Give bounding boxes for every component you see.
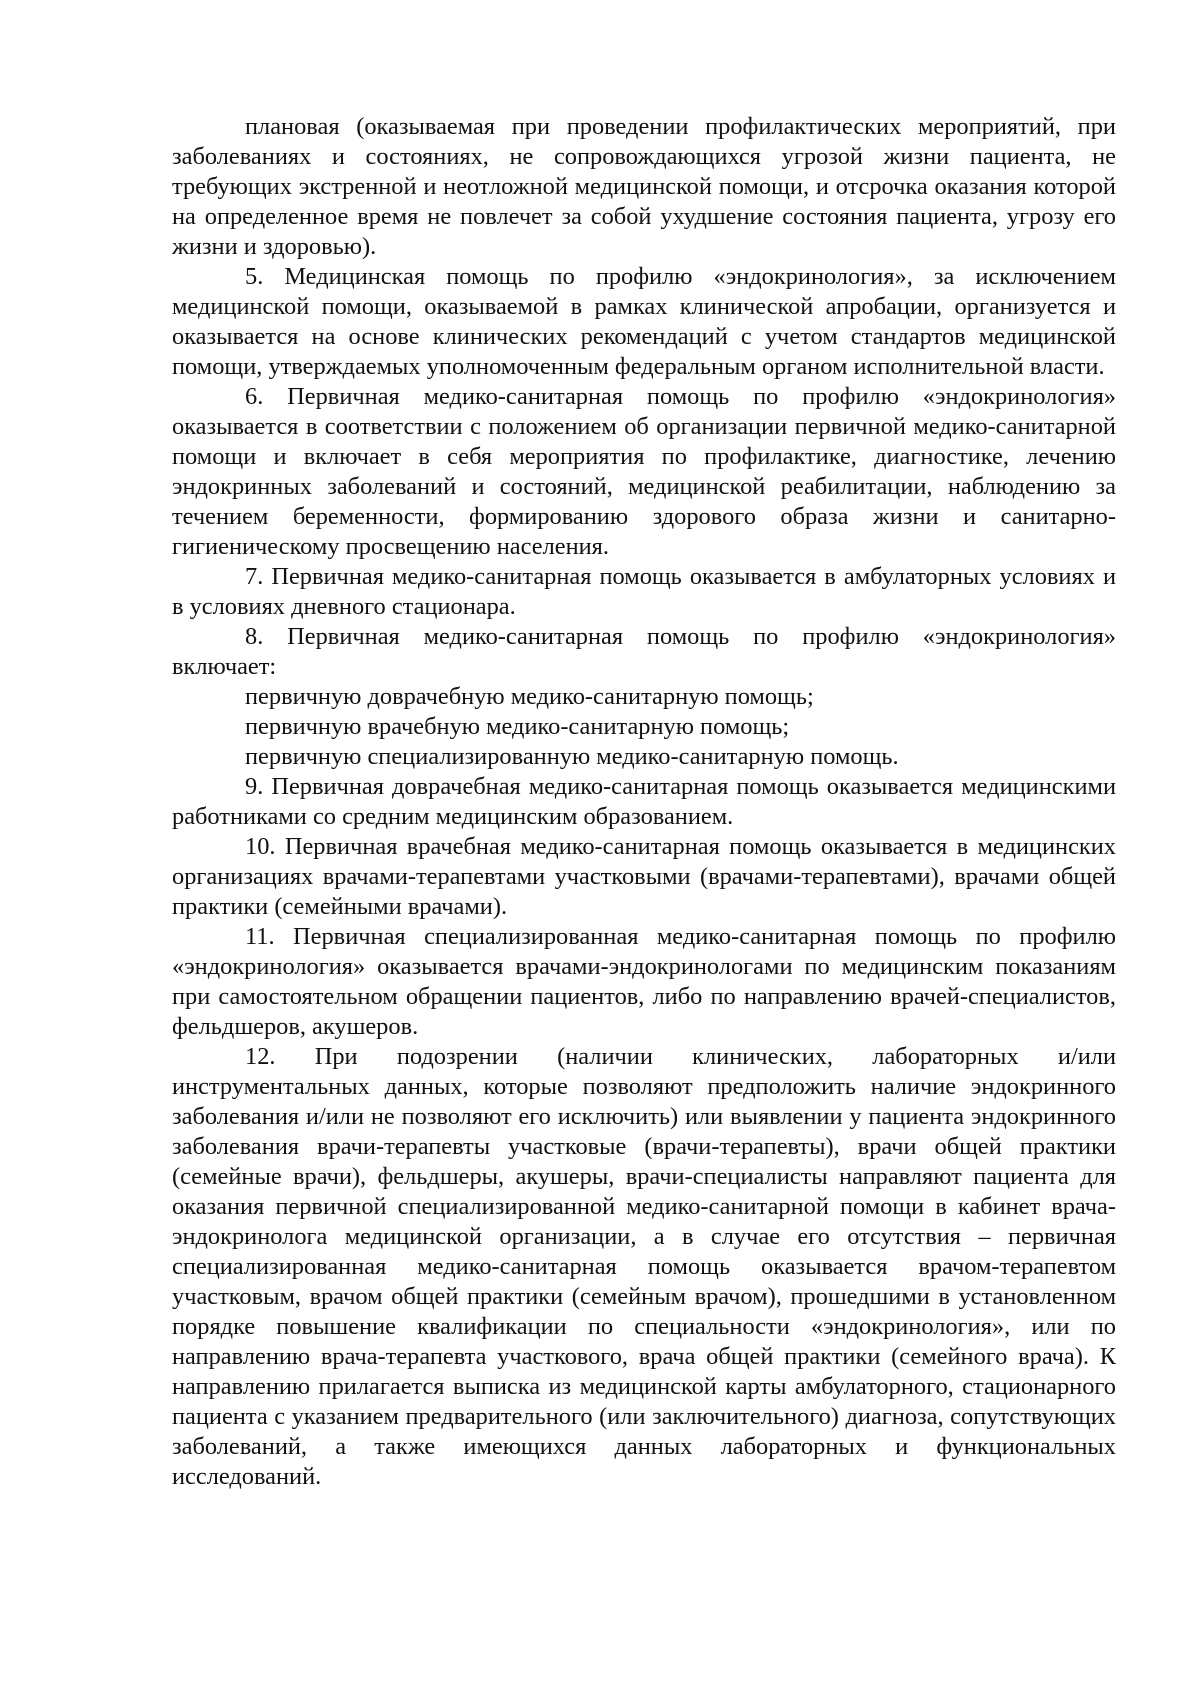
paragraph-6: 6. Первичная медико-санитарная помощь по профилю «эндокринология» оказывается в соответствии с положением об организации первичной медико-санитарной помощи и включает в себя мероприятия по профилактике, диагностике, лечению эндокринных заболеваний и состояний, медицинской реабилитации, наблюдению за течением беременности, формированию здорового образа жизни и санитарно-гигиеническому просвещению населения. — [172, 383, 1116, 560]
paragraph-11: 11. Первичная специализированная медико-санитарная помощь по профилю «эндокринология» оказывается врачами-эндокринологами по медицинским показаниям при самостоятельном обращении пациентов, либо по направлению врачей-специалистов, фельдшеров, акушеров. — [172, 923, 1116, 1040]
paragraph-10: 10. Первичная врачебная медико-санитарная помощь оказывается в медицинских организациях врачами-терапевтами участковыми (врачами-терапевтами), врачами общей практики (семейными врачами). — [172, 833, 1116, 920]
paragraph-5: 5. Медицинская помощь по профилю «эндокринология», за исключением медицинской помощи, оказываемой в рамках клинической апробации, организуется и оказывается на основе клинических рекомендаций с учетом стандартов медицинской помощи, утверждаемых уполномоченным федеральным органом исполнительной власти. — [172, 263, 1116, 380]
paragraph-8: 8. Первичная медико-санитарная помощь по профилю «эндокринология» включает: — [172, 623, 1116, 680]
paragraph-12: 12. При подозрении (наличии клинических, лабораторных и/или инструментальных данных, которые позволяют предположить наличие эндокринного заболевания и/или не позволяют его исключить) или выявлении у пациента эндокринного заболевания врачи-терапевты участковые (врачи-терапевты), врачи общей практики (семейные врачи), фельдшеры, акушеры, врачи-специалисты направляют пациента для оказания первичной специализированной медико-санитарной помощи в кабинет врача-эндокринолога медицинской организации, а в случае его отсутствия – первичная специализированная медико-санитарная помощь оказывается врачом-терапевтом участковым, врачом общей практики (семейным врачом), прошедшими в установленном порядке повышение квалификации по специальности «эндокринология», или по направлению врача-терапевта участкового, врача общей практики (семейного врача). К направлению прилагается выписка из медицинской карты амбулаторного, стационарного пациента с указанием предварительного (или заключительного) диагноза, сопутствующих заболеваний, а также имеющихся данных лабораторных и функциональных исследований. — [172, 1043, 1116, 1490]
paragraph-intro: плановая (оказываемая при проведении профилактических мероприятий, при заболеваниях и состояниях, не сопровождающихся угрозой жизни пациента, не требующих экстренной и неотложной медицинской помощи, и отсрочка оказания которой на определенное время не повлечет за собой ухудшение состояния пациента, угрозу его жизни и здоровью). — [172, 113, 1116, 260]
list-item-prevrach: первичную доврачебную медико-санитарную помощь; — [245, 683, 814, 710]
paragraph-7: 7. Первичная медико-санитарная помощь оказывается в амбулаторных условиях и в условиях дневного стационара. — [172, 563, 1116, 620]
document-page — [172, 112, 1116, 1492]
list-item-vrach: первичную врачебную медико-санитарную помощь; — [245, 713, 790, 740]
list-item-special: первичную специализированную медико-санитарную помощь. — [245, 743, 899, 770]
paragraph-9: 9. Первичная доврачебная медико-санитарная помощь оказывается медицинскими работниками со средним медицинским образованием. — [172, 773, 1116, 830]
